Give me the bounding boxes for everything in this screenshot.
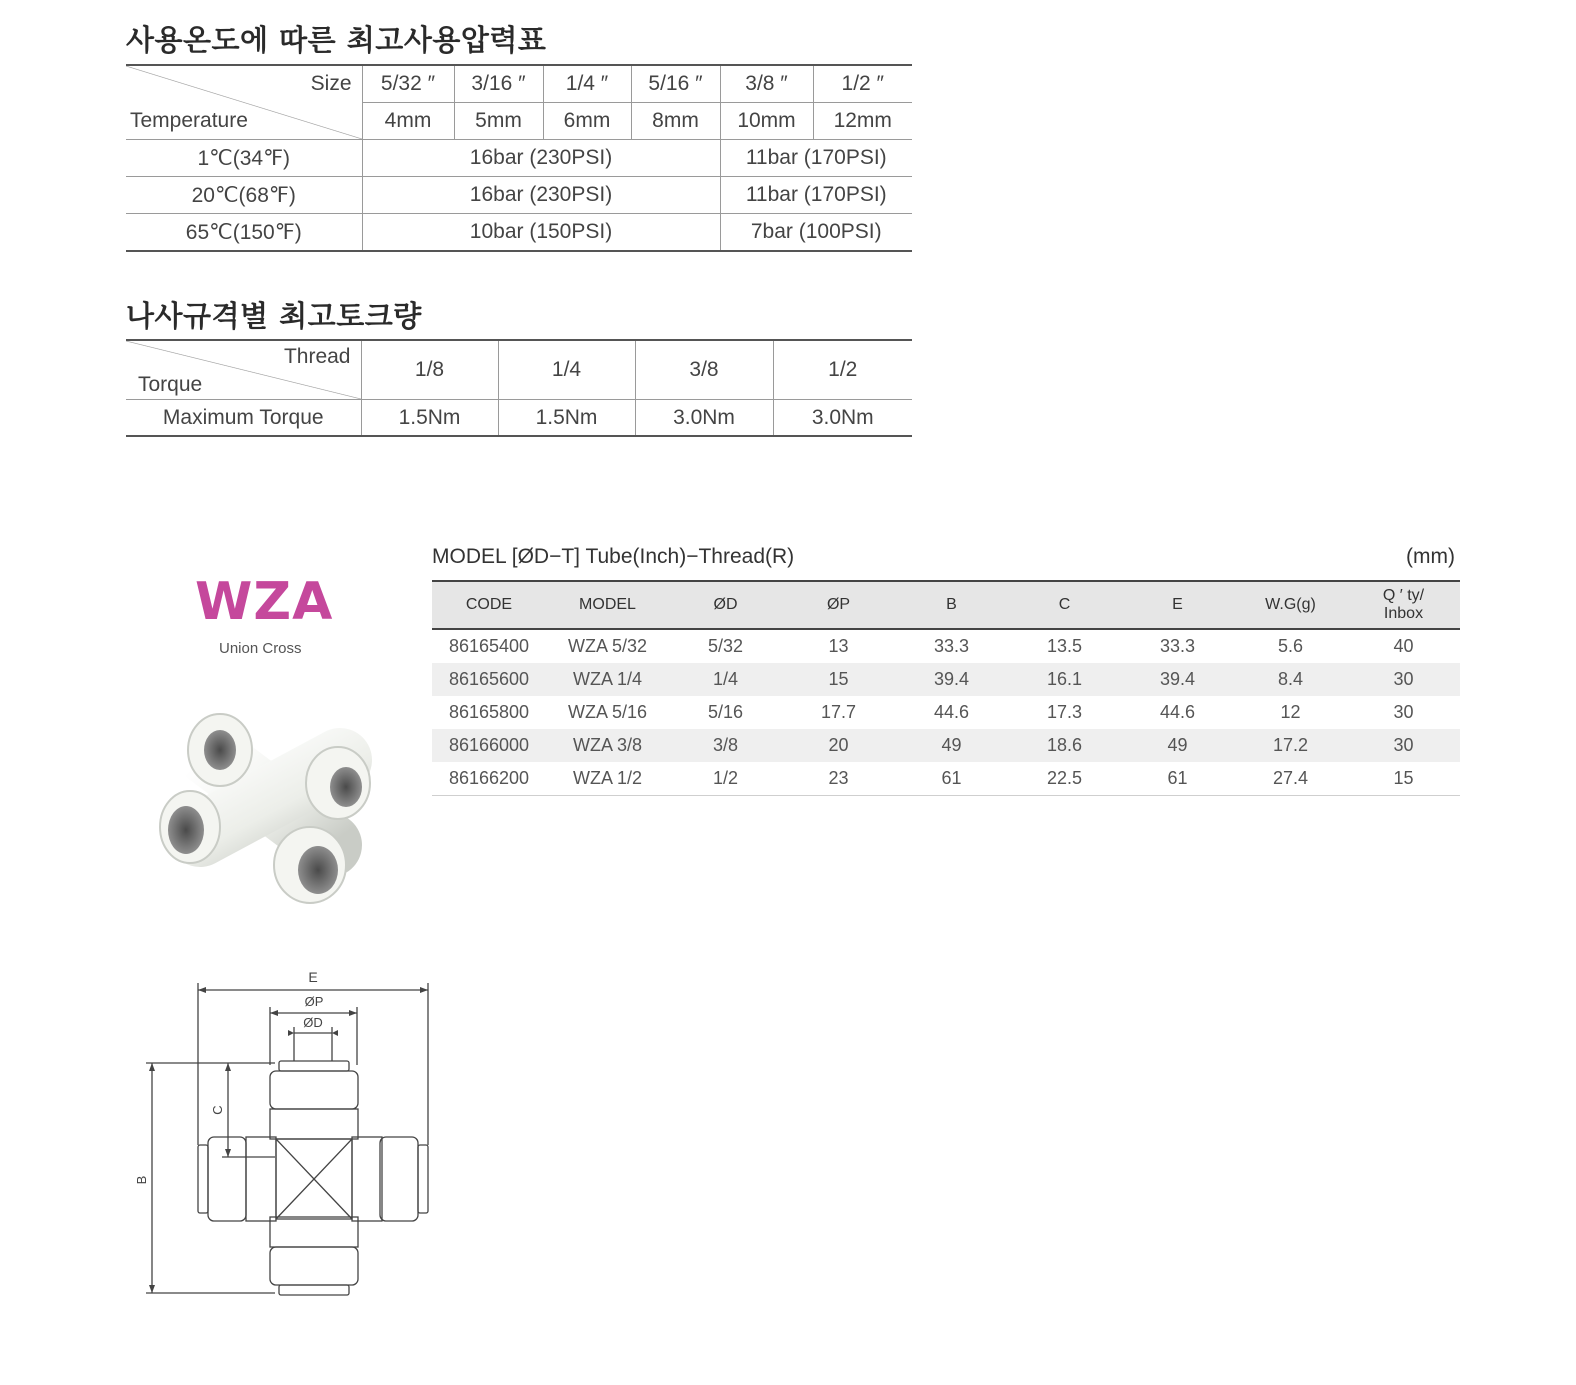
table-row [432,663,1460,696]
c-cell: 17.3 [1046,702,1083,722]
size-inch-cell: 5/16 ″ [631,65,720,103]
code-cell: 86166000 [432,729,546,762]
technical-drawing [130,965,440,1305]
header-qty-inbox: Q ′ ty/ Inbox [1347,581,1460,629]
dim-b-label: B [134,1175,149,1185]
qty-cell: 40 [1393,636,1414,656]
b-cell: 33.3 [933,636,970,656]
pressure-table [126,64,912,252]
code-cell: 86166200 [432,762,546,796]
table-row [432,729,1460,762]
od-cell: 5/32 [707,636,744,656]
pressure-large-cell: 11bar (170PSI) [720,177,912,214]
thread-cell: 1/4 [498,340,635,400]
dim-d-label: ØD [303,1015,323,1030]
header-c: C [1008,581,1121,629]
size-mm-cell: 8mm [631,103,720,140]
size-inch-cell: 1/4 ″ [543,65,631,103]
c-cell: 16.1 [1008,663,1121,696]
size-inch-cell: 3/8 ″ [720,65,813,103]
pressure-small-cell: 16bar (230PSI) [362,177,720,214]
e-cell: 39.4 [1121,663,1234,696]
op-cell: 23 [782,762,895,796]
qty-cell: 30 [1393,702,1414,722]
c-cell: 18.6 [1008,729,1121,762]
torque-value-cell: 1.5Nm [361,400,498,437]
size-mm-cell: 10mm [720,103,813,140]
pressure-large-cell: 7bar (100PSI) [720,214,912,252]
thread-cell: 1/8 [361,340,498,400]
size-inch-cell: 1/2 ″ [813,65,912,103]
size-mm-cell: 12mm [813,103,912,140]
code-cell: 86165400 [448,636,530,656]
e-cell: 49 [1121,729,1234,762]
b-cell: 44.6 [933,702,970,722]
torque-value-cell: 1.5Nm [498,400,635,437]
dim-c-label: C [210,1105,225,1115]
corner-thread-label: Thread [283,345,351,368]
dim-e-label: E [308,969,318,985]
union-cross-photo [150,705,390,915]
qty-cell: 30 [1347,729,1460,762]
header-code: CODE [432,581,546,629]
header-weight: W.G(g) [1234,581,1347,629]
pressure-large-cell: 11bar (170PSI) [720,140,912,177]
product-name: WZA [195,572,334,632]
b-cell: 49 [895,729,1008,762]
table-row [432,696,1460,729]
header-model: MODEL [546,581,669,629]
torque-table-title: 나사규격별 최고토크량 [126,299,422,333]
e-cell: 44.6 [1159,702,1196,722]
op-cell: 17.7 [820,702,857,722]
temperature-cell: 1℃(34℉) [126,140,362,177]
thread-cell: 3/8 [635,340,773,400]
size-mm-cell: 6mm [543,103,631,140]
max-torque-label: Maximum Torque [126,400,361,437]
od-cell: 1/4 [669,663,782,696]
temperature-cell: 20℃(68℉) [126,177,362,214]
header-e: E [1121,581,1234,629]
e-cell: 33.3 [1159,636,1196,656]
code-cell: 86165600 [432,663,546,696]
size-inch-cell: 5/32 ″ [362,65,454,103]
model-table-heading: MODEL [ØD−T] Tube(Inch)−Thread(R) [432,545,795,568]
qty-cell: 15 [1347,762,1460,796]
header-od: ØD [669,581,782,629]
header-b: B [895,581,1008,629]
model-cell: WZA 5/16 [567,702,648,722]
size-mm-cell: 4mm [362,103,454,140]
table-row [432,629,1460,663]
corner-torque-label: Torque [138,373,203,396]
pressure-corner-cell [126,65,362,140]
dim-p-label: ØP [304,994,324,1009]
size-mm-cell: 5mm [454,103,543,140]
model-cell: WZA 1/4 [546,663,669,696]
header-op: ØP [782,581,895,629]
od-cell: 3/8 [669,729,782,762]
corner-temperature-label: Temperature [130,109,248,132]
torque-table [126,339,912,437]
pressure-row [126,214,912,252]
weight-cell: 17.2 [1234,729,1347,762]
pressure-row [126,177,912,214]
weight-cell: 12 [1280,702,1301,722]
model-cell: WZA 5/32 [567,636,648,656]
product-subtitle: Union Cross [219,640,302,657]
corner-size-label: Size [310,72,352,95]
thread-cell: 1/2 [773,340,912,400]
e-cell: 61 [1121,762,1234,796]
b-cell: 61 [895,762,1008,796]
model-table-header-row [432,581,1460,629]
od-cell: 1/2 [669,762,782,796]
code-cell: 86165800 [448,702,530,722]
pressure-row [126,140,912,177]
weight-cell: 5.6 [1277,636,1304,656]
pressure-table-title: 사용온도에 따른 최고사용압력표 [126,23,547,57]
model-table [432,580,1460,796]
qty-cell: 30 [1347,663,1460,696]
torque-value-cell: 3.0Nm [635,400,773,437]
table-row [432,762,1460,796]
torque-corner-cell [126,340,361,400]
op-cell: 13 [828,636,849,656]
c-cell: 13.5 [1046,636,1083,656]
model-cell: WZA 1/2 [546,762,669,796]
pressure-small-cell: 16bar (230PSI) [362,140,720,177]
torque-value-cell: 3.0Nm [773,400,912,437]
size-inch-cell: 3/16 ″ [454,65,543,103]
model-table-unit: (mm) [1406,545,1455,568]
op-cell: 20 [782,729,895,762]
weight-cell: 8.4 [1234,663,1347,696]
b-cell: 39.4 [895,663,1008,696]
op-cell: 15 [782,663,895,696]
c-cell: 22.5 [1008,762,1121,796]
model-cell: WZA 3/8 [546,729,669,762]
pressure-small-cell: 10bar (150PSI) [362,214,720,252]
temperature-cell: 65℃(150℉) [126,214,362,252]
od-cell: 5/16 [707,702,744,722]
weight-cell: 27.4 [1234,762,1347,796]
